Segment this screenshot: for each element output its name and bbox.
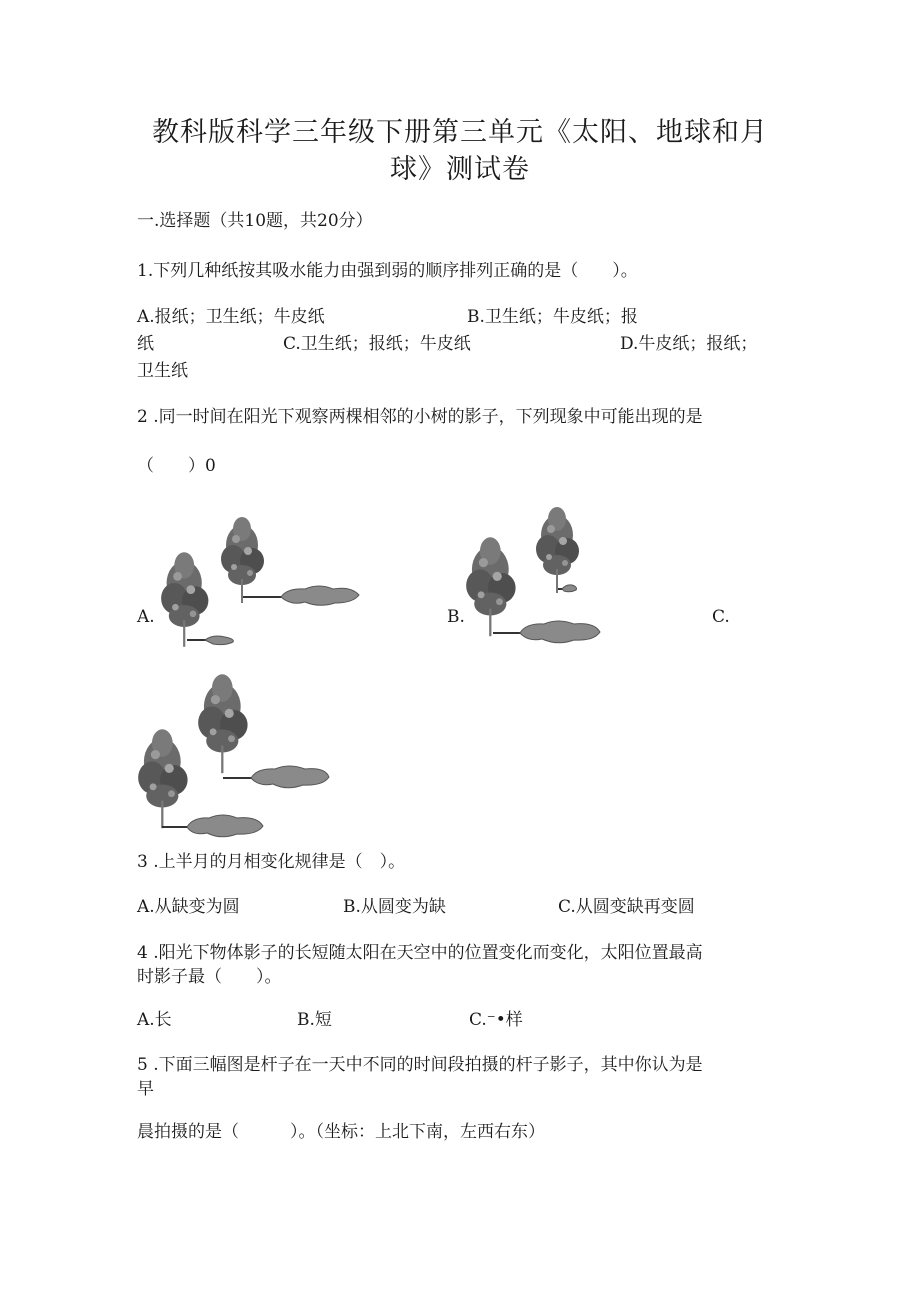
q3-option-b: B.从圆变为缺 [343,897,446,917]
q5-stem-line2: 早 [137,1079,154,1099]
q2-option-a-image [155,515,365,650]
q1-option-d-line2: 卫生纸 [137,361,188,381]
q2-option-a-label: A. [137,607,155,627]
q1-option-d-line1: D.牛皮纸；报纸； [620,334,758,354]
q1-option-b-line2: 纸 [137,334,154,354]
q1-option-b-line1: B.卫生纸；牛皮纸；报 [467,307,638,327]
page-title-line2: 球》测试卷 [390,154,530,185]
q2-answer-paren: （ ）0 [137,456,216,476]
q4-stem-line2: 时影子最（ ）。 [137,967,282,987]
section-heading: 一.选择题（共10题，共20分） [137,211,373,231]
q4-option-a: A.长 [137,1010,172,1030]
q2-option-b-label: B. [447,607,465,627]
q2-stem: 2 .同一时间在阳光下观察两棵相邻的小树的影子，下列现象中可能出现的是 [137,407,703,427]
q5-stem-line1: 5 .下面三幅图是杆子在一天中不同的时间段拍摄的杆子影子，其中你认为是 [137,1055,703,1075]
q1-option-c: C.卫生纸；报纸；牛皮纸 [283,334,471,354]
q2-option-c-image [135,672,335,840]
q3-stem: 3 .上半月的月相变化规律是（ ）。 [137,852,406,872]
q5-stem-line3: 晨拍摄的是（ ）。（坐标：上北下南，左西右东） [137,1122,545,1142]
q1-option-a: A.报纸；卫生纸；牛皮纸 [137,307,325,327]
q3-option-a: A.从缺变为圆 [137,897,240,917]
q2-option-b-image [460,505,610,650]
page-title-line1: 教科版科学三年级下册第三单元《太阳、地球和月 [152,117,768,148]
q1-stem: 1.下列几种纸按其吸水能力由强到弱的顺序排列正确的是（ ）。 [137,261,638,281]
q3-option-c: C.从圆变缺再变圆 [558,897,695,917]
q4-option-c: C.⁻•样 [469,1010,523,1030]
q4-option-b: B.短 [297,1010,332,1030]
q2-option-c-label: C. [712,607,730,627]
q4-stem-line1: 4 .阳光下物体影子的长短随太阳在天空中的位置变化而变化，太阳位置最高 [137,943,703,963]
